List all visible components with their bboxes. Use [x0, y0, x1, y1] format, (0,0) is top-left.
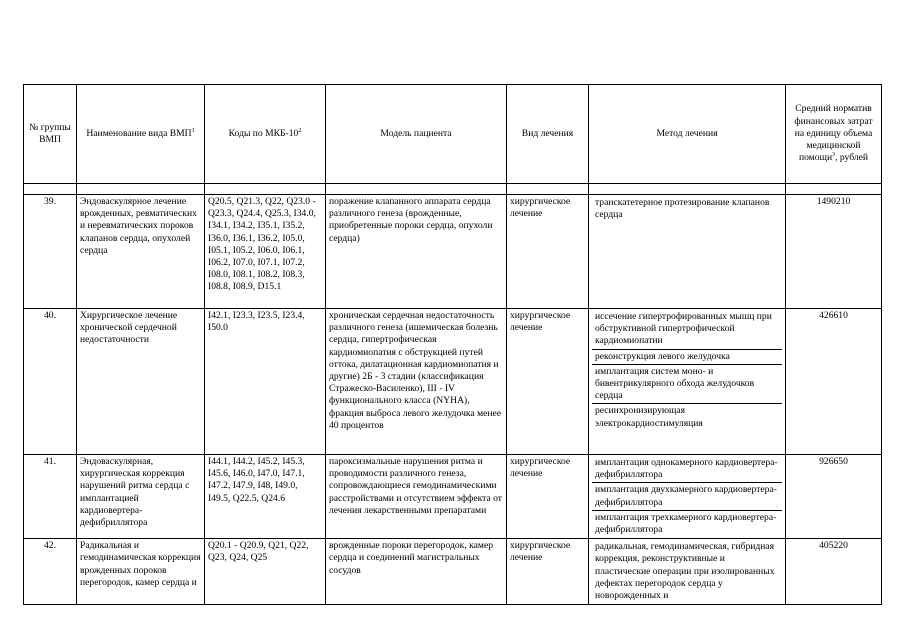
treatment-method-item: реконструкция левого желудочка: [592, 349, 782, 364]
treatment-method-item: ресинхронизирующая электрокардиостимуляция: [592, 403, 782, 430]
header-treatment-kind: Вид лечения: [507, 85, 589, 184]
treatment-method-cell: [589, 195, 786, 309]
treatment-method-cell: [589, 539, 786, 605]
icd-codes-cell: I42.1, I23.3, I23.5, I23.4, I50.0: [205, 309, 326, 455]
header-icd-codes: Коды по МКБ-$10^2$: [205, 85, 326, 184]
patient-model-cell: пароксизмальные нарушения ритма и проводимости различного генеза, сопровождающиеся гемодинамическими расстройствами и отсутствием эффекта от лечения лекарственными препаратами: [326, 455, 507, 539]
patient-model-cell: врожденные пороки перегородок, камер сердца и соединений магистральных сосудов: [326, 539, 507, 605]
icd-codes-cell: Q20.5, Q21.3, Q22, Q23.0 - Q23.3, Q24.4, Q25.3, I34.0, I34.1, I34.2, I35.1, I35.2, I36.0, I36.1, I36.2, I05.0, I05.1, I05.2, I06.0, I06.1, I06.2, I07.0, I07.1, I07.2, I08.0, I08.1, I08.2, I08.3, I08.8, I08.9, D15.1: [205, 195, 326, 309]
header-financial-norm: Средний норматив финансовых затрат на единицу объема медицинской помощи$^3$, рублей: [786, 85, 882, 184]
treatment-kind-cell: хирургическое лечение: [507, 455, 589, 539]
patient-model-cell: поражение клапанного аппарата сердца различного генеза (врожденные, приобретенные пороки сердца, опухоли сердца): [326, 195, 507, 309]
financial-norm-cell: 426610: [786, 309, 882, 455]
treatment-kind-cell: хирургическое лечение: [507, 309, 589, 455]
icd-codes-cell: Q20.1 - Q20.9, Q21, Q22, Q23, Q24, Q25: [205, 539, 326, 605]
treatment-kind-cell: хирургическое лечение: [507, 539, 589, 605]
vmp-name-cell: Эндоваскулярная, хирургическая коррекция нарушений ритма сердца с имплантацией кардиовертера-дефибриллятора: [77, 455, 205, 539]
group-number-cell: 39.: [24, 195, 77, 309]
treatment-method-item: имплантация трехкамерного кардиовертера-дефибриллятора: [592, 510, 782, 537]
vmp-name-cell: Радикальная и гемодинамическая коррекция врожденных пороков перегородок, камер сердца и: [77, 539, 205, 605]
financial-norm-cell: 1490210: [786, 195, 882, 309]
header-group-number: № группы ВМП: [24, 85, 77, 184]
table-row: [24, 195, 882, 309]
treatment-method-item: радикальная, гемодинамическая, гибридная коррекция, реконструктивные и пластические операции при изолированных дефектах перегородок сердца у новорожденных и: [595, 541, 775, 602]
patient-model-cell: хроническая сердечная недостаточность различного генеза (ишемическая болезнь сердца, гипертрофическая кардиомиопатия с обструкцией путей оттока, дилатационная кардиомиопатия и другие) 2Б - 3 стадии (классификация Стражеско-Василенко), III - IV функционального класса (NYHA), фракция выброса левого желудочка менее 40 процентов: [326, 309, 507, 455]
financial-norm-cell: 926650: [786, 455, 882, 539]
header-vmp-name: Наименование вида ВМП$^1$: [77, 85, 205, 184]
table-row: [24, 539, 882, 605]
group-number-cell: 41.: [24, 455, 77, 539]
header-treatment-method: Метод лечения: [589, 85, 786, 184]
treatment-method-item: имплантация двухкамерного кардиовертера-дефибриллятора: [592, 482, 782, 509]
icd-codes-cell: I44.1, I44.2, I45.2, I45.3, I45.6, I46.0, I47.0, I47.1, I47.2, I47.9, I48, I49.0, I49.5, Q22.5, Q24.6: [205, 455, 326, 539]
treatment-method-item: имплантация систем моно- и бивентрикулярного обхода желудочков сердца: [592, 364, 782, 404]
treatment-method-cell: [589, 455, 786, 539]
spacer-row: [24, 184, 882, 195]
treatment-kind-cell: хирургическое лечение: [507, 195, 589, 309]
treatment-method-item: иссечение гипертрофированных мышц при обструктивной гипертрофической кардиомиопатии: [595, 311, 772, 347]
vmp-name-cell: Хирургическое лечение хронической сердечной недостаточности: [77, 309, 205, 455]
treatment-method-item: транскатетерное протезирование клапанов сердца: [595, 197, 770, 221]
vmp-table: [23, 84, 882, 605]
treatment-method-cell: [589, 309, 786, 455]
table-header-row: [24, 85, 882, 184]
group-number-cell: 42.: [24, 539, 77, 605]
table-row: [24, 309, 882, 455]
table-row: [24, 455, 882, 539]
group-number-cell: 40.: [24, 309, 77, 455]
treatment-method-item: имплантация однокамерного кардиовертера-дефибриллятора: [595, 457, 778, 481]
vmp-name-cell: Эндоваскулярное лечение врожденных, ревматических и неревматических пороков клапанов сердца, опухолей сердца: [77, 195, 205, 309]
financial-norm-cell: 405220: [786, 539, 882, 605]
header-patient-model: Модель пациента: [326, 85, 507, 184]
